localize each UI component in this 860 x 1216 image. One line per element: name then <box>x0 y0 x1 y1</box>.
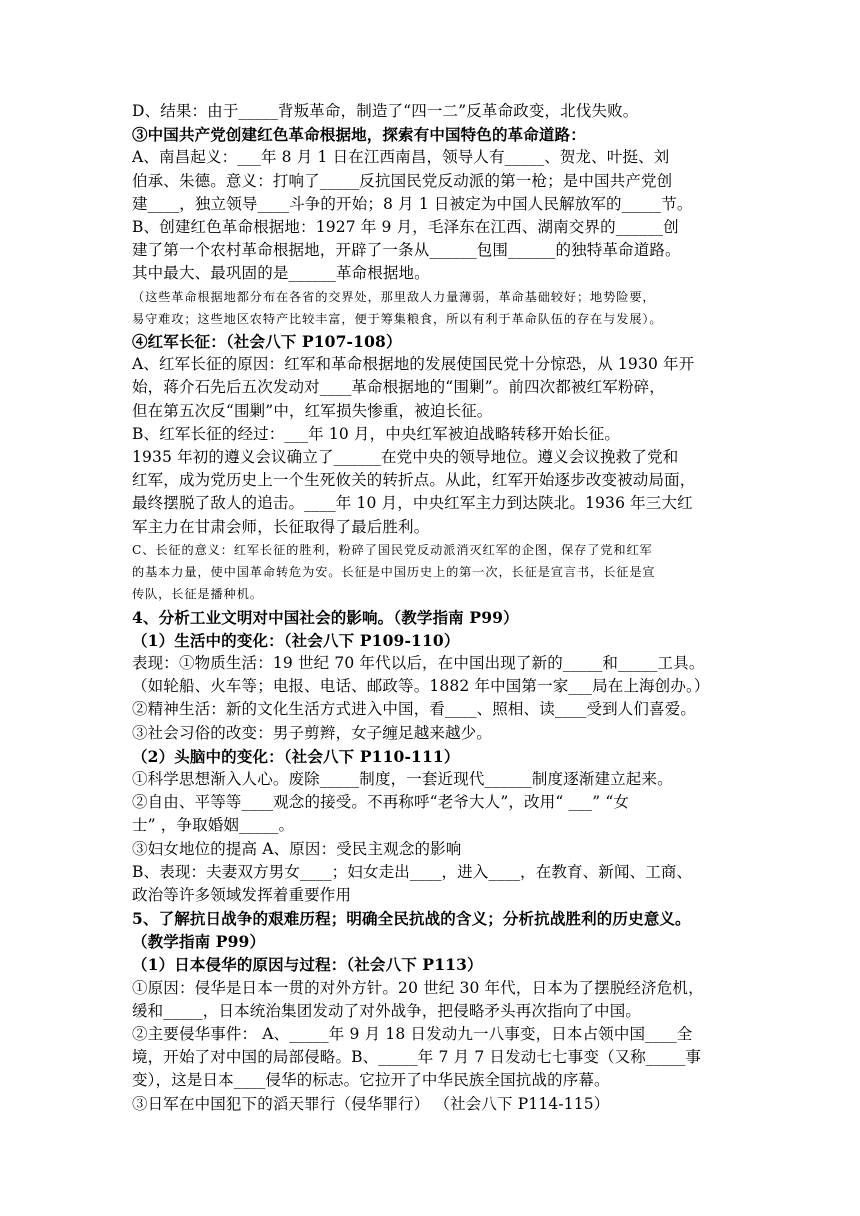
text-line: 始，蒋介石先后五次发动对____革命根据地的“围剿”。前四次都被红军粉碎， <box>132 378 665 397</box>
text-line: B、红军长征的经过：___年 10 月，中央红军被迫战略转移开始长征。 <box>132 424 620 443</box>
text-line: 1935 年初的遵义会议确立了______在党中央的领导地位。遵义会议挽救了党和 <box>132 448 679 467</box>
text-line: 军主力在甘肃会师，长征取得了最后胜利。 <box>132 517 430 536</box>
text-line: 最终摆脱了敌人的追击。____年 10 月，中央红军主力到达陕北。1936 年三大红 <box>132 494 693 513</box>
text-line: 4、分析工业文明对中国社会的影响。（教学指南 P99） <box>132 607 519 627</box>
text-line: 5、了解抗日战争的艰难历程；明确全民抗战的含义；分析抗战胜利的历史意义。 <box>132 909 691 929</box>
text-line: 的基本力量，使中国革命转危为安。长征是中国历史上的第一次，长征是宣言书，长征是宣 <box>132 565 656 580</box>
text-line: 易守难攻；这些地区农特产比较丰富，便于筹集粮食，所以有利于革命队伍的存在与发展）。 <box>132 311 663 326</box>
text-line: 传队，长征是播种机。 <box>132 587 263 602</box>
text-line: A、红军长征的原因：红军和革命根据地的发展使国民党十分惊恐，从 1930 年开 <box>132 355 695 374</box>
text-line: ④红军长征：（社会八下 P107-108） <box>132 332 402 352</box>
text-line: ②精神生活：新的文化生活方式进入中国，看____、照相、读____受到人们喜爱。 <box>132 700 697 719</box>
text-line: 伯承、朱德。意义：打响了_____反抗国民党反动派的第一枪；是中国共产党创 <box>132 171 673 190</box>
text-line: B、表现：夫妻双方男女____；妇女走出____，进入____，在教育、新闻、工商、 <box>132 862 693 881</box>
text-line: A、南昌起义：___年 8 月 1 日在江西南昌，领导人有_____、贺龙、叶挺、刘 <box>132 148 670 167</box>
text-line: （这些革命根据地都分布在各省的交界处，那里敌人力量薄弱，革命基础较好；地势险要， <box>132 289 656 304</box>
text-line: ③妇女地位的提高 A、原因：受民主观念的影响 <box>132 839 462 858</box>
text-line: ③日军在中国犯下的滔天罪行（侵华罪行） （社会八下 P114-115） <box>132 1094 610 1113</box>
text-line: 表现：①物质生活：19 世纪 70 年代以后，在中国出现了新的_____和_____工具。 <box>132 654 705 673</box>
text-line: （2）头脑中的变化：（社会八下 P110-111） <box>132 746 460 766</box>
text-line: ①科学思想渐入人心。废除_____制度，一套近现代______制度逐渐建立起来。 <box>132 769 673 788</box>
text-line: 其中最大、最巩固的是______革命根据地。 <box>132 264 430 283</box>
text-line: C、长征的意义：红军长征的胜利，粉碎了国民党反动派消灭红军的企图，保存了党和红军 <box>132 542 653 557</box>
text-line: （教学指南 P99） <box>132 932 266 952</box>
text-line: 士” ，争取婚姻_____。 <box>132 816 295 835</box>
text-line: 变），这是日本____侵华的标志。它拉开了中华民族全国抗战的序幕。 <box>132 1071 610 1090</box>
document-page <box>132 100 732 1116</box>
text-line: 缓和_____，日本统治集团发动了对外战争，把侵略矛头再次指向了中国。 <box>132 1001 642 1020</box>
text-line: 但在第五次反“围剿”中，红军损失惨重，被迫长征。 <box>132 401 493 420</box>
text-line: ③社会习俗的改变：男子剪辫，女子缠足越来越少。 <box>132 723 492 742</box>
text-line: D、结果：由于_____背叛革命，制造了“四一二”反革命政变，北伐失败。 <box>132 102 639 120</box>
text-line: 建了第一个农村革命根据地，开辟了一条从______包围______的独特革命道路。 <box>132 241 681 260</box>
text-line: 建____，独立领导____斗争的开始；8 月 1 日被定为中国人民解放军的_____节。 <box>132 194 693 213</box>
text-line: 境，开始了对中国的局部侵略。B、_____年 7 月 7 日发动七七事变（又称_____事 <box>132 1048 702 1067</box>
text-line: 红军，成为党历史上一个生死攸关的转折点。从此，红军开始逐步改变被动局面， <box>132 471 696 490</box>
text-line: ①原因：侵华是日本一贯的对外方针。20 世纪 30 年代，日本为了摆脱经济危机， <box>132 978 704 997</box>
text-line: ②主要侵华事件： A、_____年 9 月 18 日发动九一八事变，日本占领中国____全 <box>132 1025 693 1044</box>
text-line: ②自由、平等等____观念的接受。不再称呼“老爷大人”，改用“ ___” “女 <box>132 793 630 812</box>
text-line: 政治等许多领域发挥着重要作用 <box>132 885 352 904</box>
text-line: ③中国共产党创建红色革命根据地，探索有中国特色的革命道路： <box>132 125 586 145</box>
text-line: （1）生活中的变化：（社会八下 P109-110） <box>132 630 460 650</box>
text-line: B、创建红色革命根据地：1927 年 9 月，毛泽东在江西、湖南交界的______创 <box>132 217 679 236</box>
text-line: （如轮船、火车等；电报、电话、邮政等。1882 年中国第一家___局在上海创办。） <box>132 677 710 696</box>
text-line: （1）日本侵华的原因与过程：（社会八下 P113） <box>132 955 483 975</box>
